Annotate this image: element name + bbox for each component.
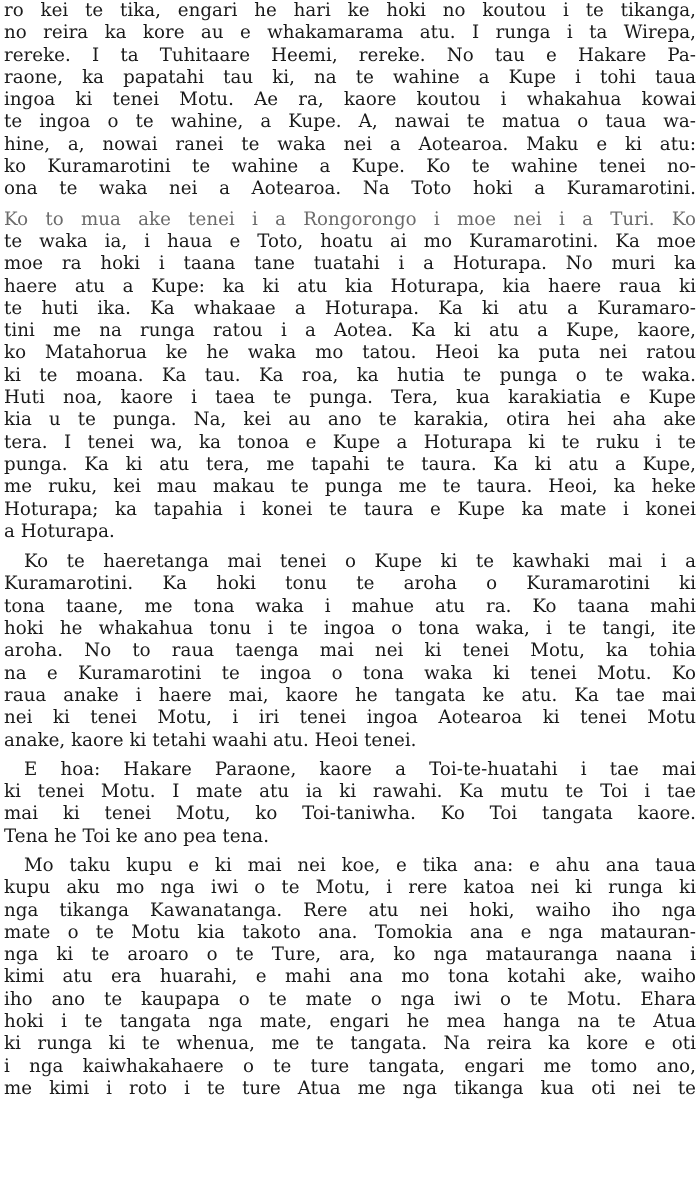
text-line: ingoa ki tenei Motu. Ae ra, kaore koutou i whakahua kowai: [4, 89, 696, 111]
text-line: aroha. No to raua taenga mai nei ki tenei Motu, ka tohia: [4, 640, 696, 662]
text-line: moe ra hoki i taana tane tuatahi i a Hoturapa. No muri ka: [4, 253, 696, 275]
text-line: ko Kuramarotini te wahine a Kupe. Ko te wahine tenei no-: [4, 156, 696, 178]
text-line: te ingoa o te wahine, a Kupe. A, nawai te matua o taua wa-: [4, 111, 696, 133]
text-line: Kuramarotini. Ka hoki tonu te aroha o Kuramarotini ki: [4, 573, 696, 595]
text-line: Hoturapa; ka tapahia i konei te taura e Kupe ka mate i konei: [4, 498, 696, 520]
text-line: nga ki te aroaro o te Ture, ara, ko nga matauranga naana i: [4, 944, 696, 966]
paragraph-2: [4, 209, 696, 543]
text-line: a Hoturapa.: [4, 520, 115, 542]
text-line: te waka ia, i haua e Toto, hoatu ai mo Kuramarotini. Ka moe: [4, 230, 696, 252]
text-line: haere atu a Kupe: ka ki atu kia Hoturapa, kia haere raua ki: [4, 275, 696, 297]
text-line: na e Kuramarotini te ingoa o tona waka ki tenei Motu. Ko: [4, 662, 696, 684]
text-line: hine, a, nowai ranei te waka nei a Aotearoa. Maku e ki atu:: [4, 133, 696, 155]
text-line: tera. I tenei wa, ka tonoa e Kupe a Hoturapa ki te ruku i te: [4, 431, 696, 453]
text-line: te huti ika. Ka whakaae a Hoturapa. Ka ki atu a Kuramaro-: [4, 297, 696, 319]
text-line: ki te moana. Ka tau. Ka roa, ka hutia te punga o te waka.: [4, 364, 696, 386]
text-line: Ko to mua ake tenei i a Rongorongo i moe nei i a Turi. Ko: [4, 208, 696, 230]
text-line: me kimi i roto i te ture Atua me nga tikanga kua oti nei te: [4, 1077, 696, 1099]
text-line: ona te waka nei a Aotearoa. Na Toto hoki a Kuramarotini.: [4, 178, 696, 200]
text-line: ki runga ki te whenua, me te tangata. Na reira ka kore e oti: [4, 1033, 696, 1055]
text-line: i nga kaiwhakahaere o te ture tangata, engari me tomo ano,: [4, 1055, 696, 1077]
text-line: Mo taku kupu e ki mai nei koe, e tika ana: e ahu ana taua: [24, 854, 696, 876]
text-line: Huti noa, kaore i taea te punga. Tera, kua karakiatia e Kupe: [4, 387, 696, 409]
text-line: kupu aku mo nga iwi o te Motu, i rere katoa nei ki runga ki: [4, 877, 696, 899]
text-line: punga. Ka ki atu tera, me tapahi te taura. Ka ki atu a Kupe,: [4, 453, 696, 475]
paragraph-3: [4, 551, 696, 752]
text-line: Tena he Toi ke ano pea tena.: [4, 825, 270, 847]
text-line: nei ki tenei Motu, i iri tenei ingoa Aotearoa ki tenei Motu: [4, 707, 696, 729]
text-line: iho ano te kaupapa o te mate o nga iwi o te Motu. Ehara: [4, 988, 696, 1010]
text-line: E hoa: Hakare Paraone, kaore a Toi-te-huatahi i tae mai: [24, 758, 696, 780]
text-line: tona taane, me tona waka i mahue atu ra. Ko taana mahi: [4, 595, 696, 617]
paragraph-1: [4, 0, 696, 201]
paragraph-4: [4, 759, 696, 848]
text-line: tini me na runga ratou i a Aotea. Ka ki atu a Kupe, kaore,: [4, 320, 696, 342]
text-line: rereke. I ta Tuhitaare Heemi, rereke. No tau e Hakare Pa-: [4, 44, 696, 66]
text-line: ki tenei Motu. I mate atu ia ki rawahi. Ka mutu te Toi i tae: [4, 781, 696, 803]
text-line: hoki i te tangata nga mate, engari he mea hanga na te Atua: [4, 1011, 696, 1033]
text-line: kimi atu era huarahi, e mahi ana mo tona kotahi ake, waiho: [4, 966, 696, 988]
text-line: mate o te Motu kia takoto ana. Tomokia ana e nga matauran-: [4, 921, 696, 943]
text-line: Ko te haeretanga mai tenei o Kupe ki te kawhaki mai i a: [24, 551, 696, 573]
text-line: anake, kaore ki tetahi waahi atu. Heoi tenei.: [4, 729, 417, 751]
text-line: kia u te punga. Na, kei au ano te karakia, otira hei aha ake: [4, 409, 696, 431]
text-line: nga tikanga Kawanatanga. Rere atu nei hoki, waiho iho nga: [4, 899, 696, 921]
text-line: hoki he whakahua tonu i te ingoa o tona waka, i te tangi, ite: [4, 618, 696, 640]
text-line: raone, ka papatahi tau ki, na te wahine a Kupe i tohi taua: [4, 66, 696, 88]
text-line: ro kei te tika, engari he hari ke hoki no koutou i te tikanga,: [4, 0, 696, 21]
paragraph-5: [4, 855, 696, 1100]
text-line: raua anake i haere mai, kaore he tangata ke atu. Ka tae mai: [4, 684, 696, 706]
text-line: no reira ka kore au e whakamarama atu. I runga i ta Wirepa,: [4, 22, 696, 44]
text-line: mai ki tenei Motu, ko Toi-taniwha. Ko Toi tangata kaore.: [4, 803, 696, 825]
text-line: ko Matahorua ke he waka mo tatou. Heoi ka puta nei ratou: [4, 342, 696, 364]
text-line: me ruku, kei mau makau te punga me te taura. Heoi, ka heke: [4, 476, 696, 498]
